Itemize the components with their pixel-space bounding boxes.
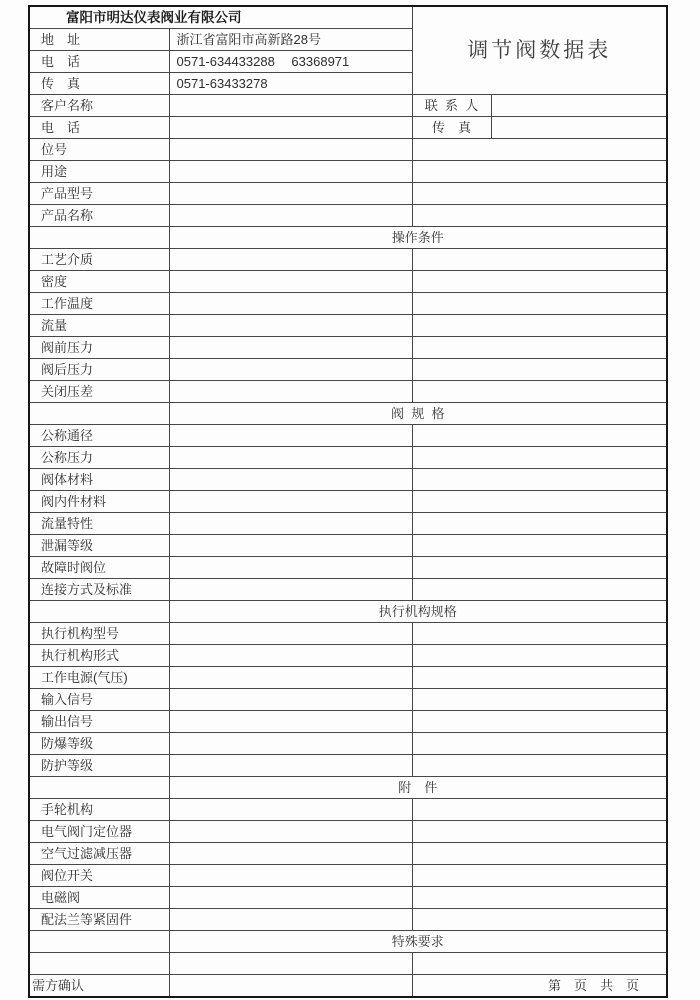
field-value	[169, 491, 412, 513]
table-row	[29, 491, 667, 513]
table-row	[29, 425, 667, 447]
section-title: 操作条件	[169, 227, 667, 249]
field-value	[169, 557, 412, 579]
field-value	[169, 799, 412, 821]
field-value2	[412, 909, 667, 931]
field-value2	[412, 711, 667, 733]
field-value2	[412, 469, 667, 491]
table-row	[29, 183, 667, 205]
field-value2	[412, 843, 667, 865]
field-value2	[412, 183, 667, 205]
section-title: 阀 规 格	[169, 403, 667, 425]
field-value	[169, 271, 412, 293]
field-value	[169, 975, 412, 998]
field-label: 泄漏等级	[29, 535, 169, 557]
table-row	[29, 293, 667, 315]
field-value: 0571-63433278	[169, 73, 412, 95]
section-title: 特殊要求	[169, 931, 667, 953]
field-value	[169, 821, 412, 843]
table-row	[29, 909, 667, 931]
field-value2	[412, 953, 667, 975]
field-label: 阀体材料	[29, 469, 169, 491]
field-value	[169, 843, 412, 865]
table-row	[29, 227, 667, 249]
table-row	[29, 249, 667, 271]
field-label: 手轮机构	[29, 799, 169, 821]
field-label: 连接方式及标准	[29, 579, 169, 601]
field-label: 公称通径	[29, 425, 169, 447]
field-value2	[412, 293, 667, 315]
field-value	[169, 579, 412, 601]
table-row	[29, 117, 667, 139]
form-rows	[29, 6, 667, 997]
field-value	[169, 359, 412, 381]
field-label: 电 话	[29, 51, 169, 73]
field-label: 电气阀门定位器	[29, 821, 169, 843]
table-row	[29, 887, 667, 909]
table-row	[29, 6, 667, 29]
field-value2	[412, 381, 667, 403]
buyer-confirm-label: 需方确认	[29, 975, 169, 998]
field-value	[169, 755, 412, 777]
field-label: 密度	[29, 271, 169, 293]
table-row	[29, 733, 667, 755]
field-value2	[412, 513, 667, 535]
table-row	[29, 205, 667, 227]
field-label: 流量特性	[29, 513, 169, 535]
field-label: 输入信号	[29, 689, 169, 711]
field-label: 地 址	[29, 29, 169, 51]
field-value	[169, 887, 412, 909]
field-value2	[412, 535, 667, 557]
field-value	[169, 183, 412, 205]
table-row	[29, 711, 667, 733]
field-label: 输出信号	[29, 711, 169, 733]
table-row	[29, 359, 667, 381]
page-indicator: 第 页 共 页	[412, 975, 667, 998]
table-row	[29, 953, 667, 975]
table-row	[29, 139, 667, 161]
field-label: 防爆等级	[29, 733, 169, 755]
field-label: 故障时阀位	[29, 557, 169, 579]
field-value	[169, 293, 412, 315]
field-value2	[412, 579, 667, 601]
field-label: 关闭压差	[29, 381, 169, 403]
field-value	[169, 381, 412, 403]
table-row	[29, 821, 667, 843]
section-spacer	[29, 777, 169, 799]
field-value	[169, 249, 412, 271]
field-label: 联 系 人	[412, 95, 491, 117]
table-row	[29, 843, 667, 865]
field-value	[169, 623, 412, 645]
field-value	[169, 205, 412, 227]
table-row	[29, 447, 667, 469]
field-value	[169, 447, 412, 469]
field-label: 电 话	[29, 117, 169, 139]
field-value2	[412, 139, 667, 161]
field-label: 公称压力	[29, 447, 169, 469]
table-row	[29, 337, 667, 359]
table-row	[29, 513, 667, 535]
field-label: 流量	[29, 315, 169, 337]
field-value	[169, 161, 412, 183]
field-value	[169, 667, 412, 689]
table-row	[29, 667, 667, 689]
table-row	[29, 315, 667, 337]
table-row	[29, 931, 667, 953]
field-value	[169, 315, 412, 337]
field-label: 配法兰等紧固件	[29, 909, 169, 931]
field-label: 工作温度	[29, 293, 169, 315]
table-row	[29, 799, 667, 821]
field-label: 电磁阀	[29, 887, 169, 909]
field-value	[169, 513, 412, 535]
field-value2	[412, 887, 667, 909]
field-value	[169, 733, 412, 755]
table-row	[29, 469, 667, 491]
field-label: 产品名称	[29, 205, 169, 227]
field-value2	[412, 799, 667, 821]
field-label: 执行机构形式	[29, 645, 169, 667]
field-value: 浙江省富阳市高新路28号	[169, 29, 412, 51]
field-value	[169, 117, 412, 139]
field-label	[29, 953, 169, 975]
field-value: 0571-634433288 63368971	[169, 51, 412, 73]
field-value2	[412, 821, 667, 843]
field-value	[169, 711, 412, 733]
table-row	[29, 645, 667, 667]
table-row	[29, 865, 667, 887]
field-label: 空气过滤减压器	[29, 843, 169, 865]
field-value	[169, 909, 412, 931]
table-row	[29, 381, 667, 403]
field-value	[169, 425, 412, 447]
section-spacer	[29, 403, 169, 425]
table-row	[29, 755, 667, 777]
table-row	[29, 601, 667, 623]
field-value	[169, 469, 412, 491]
field-value2	[412, 359, 667, 381]
field-value2	[412, 337, 667, 359]
table-row	[29, 535, 667, 557]
field-label: 执行机构型号	[29, 623, 169, 645]
field-value2	[412, 755, 667, 777]
field-label: 客户名称	[29, 95, 169, 117]
section-title: 附 件	[169, 777, 667, 799]
field-label: 产品型号	[29, 183, 169, 205]
table-row	[29, 777, 667, 799]
field-label: 用途	[29, 161, 169, 183]
company-name: 富阳市明达仪表阀业有限公司	[29, 6, 412, 29]
field-value2	[412, 205, 667, 227]
table-row	[29, 579, 667, 601]
table-row	[29, 403, 667, 425]
field-value	[169, 645, 412, 667]
field-value	[169, 953, 412, 975]
field-label: 阀内件材料	[29, 491, 169, 513]
field-label: 阀位开关	[29, 865, 169, 887]
field-value	[169, 95, 412, 117]
field-label: 防护等级	[29, 755, 169, 777]
field-value2	[412, 557, 667, 579]
field-label: 工作电源(气压)	[29, 667, 169, 689]
field-value	[169, 535, 412, 557]
field-value	[169, 865, 412, 887]
table-row	[29, 623, 667, 645]
field-label: 阀后压力	[29, 359, 169, 381]
field-value2	[412, 689, 667, 711]
table-row	[29, 689, 667, 711]
field-value	[491, 117, 667, 139]
field-value2	[412, 491, 667, 513]
table-row	[29, 975, 667, 998]
field-value2	[412, 425, 667, 447]
table-row	[29, 161, 667, 183]
section-title: 执行机构规格	[169, 601, 667, 623]
field-value2	[412, 733, 667, 755]
field-value2	[412, 645, 667, 667]
field-value2	[412, 447, 667, 469]
form-title: 调节阀数据表	[412, 6, 667, 95]
field-label: 位号	[29, 139, 169, 161]
field-value2	[412, 865, 667, 887]
section-spacer	[29, 601, 169, 623]
field-label: 工艺介质	[29, 249, 169, 271]
field-value2	[412, 249, 667, 271]
table-row	[29, 557, 667, 579]
valve-data-sheet-table	[28, 5, 668, 998]
field-value	[169, 689, 412, 711]
section-spacer	[29, 931, 169, 953]
field-value	[491, 95, 667, 117]
table-row	[29, 95, 667, 117]
field-value	[169, 337, 412, 359]
field-value2	[412, 623, 667, 645]
field-value2	[412, 271, 667, 293]
table-row	[29, 271, 667, 293]
field-label: 阀前压力	[29, 337, 169, 359]
section-spacer	[29, 227, 169, 249]
field-value2	[412, 161, 667, 183]
field-label: 传 真	[29, 73, 169, 95]
field-value2	[412, 667, 667, 689]
field-value	[169, 139, 412, 161]
field-value2	[412, 315, 667, 337]
field-label: 传 真	[412, 117, 491, 139]
